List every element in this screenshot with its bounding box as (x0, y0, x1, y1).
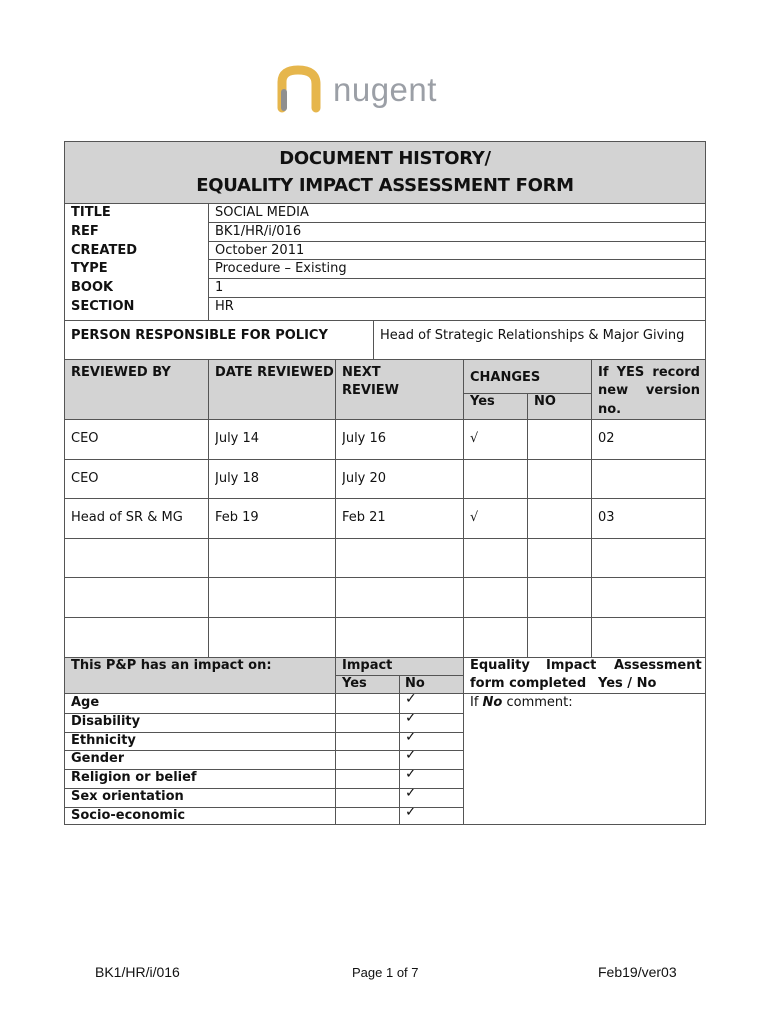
table-rule-v (335, 359, 336, 657)
eia-impact: Impact (546, 658, 597, 673)
check-icon: ✓ (405, 766, 417, 783)
form-title-line1: DOCUMENT HISTORY/ (279, 148, 491, 169)
review-reviewed-by: CEO (71, 431, 99, 446)
table-rule-h (65, 713, 463, 714)
eia-equality: Equality (470, 658, 530, 673)
detail-label: BOOK (71, 280, 114, 296)
table-rule-v (335, 657, 336, 825)
table-rule-h (65, 657, 705, 658)
review-version: 02 (598, 431, 615, 446)
eia-comment: If No comment: (470, 695, 573, 710)
review-changes-yes: √ (470, 431, 479, 446)
check-icon: ✓ (405, 785, 417, 801)
footer-page: Page 1 of 7 (352, 965, 419, 980)
impact-label: Impact (342, 658, 393, 673)
table-rule-h (65, 617, 705, 618)
impact-yes-header: Yes (342, 676, 367, 691)
eia-form-completed: form completed (470, 676, 587, 691)
review-reviewed-by: Head of SR & MG (71, 510, 183, 525)
review-next: July 16 (342, 431, 387, 446)
changes-yes-header: Yes (470, 394, 495, 409)
check-icon: ✓ (405, 747, 417, 764)
eia-yes-no: Yes / No (598, 676, 657, 691)
form-title-line2: EQUALITY IMPACT ASSESSMENT FORM (196, 175, 574, 196)
eia-assessment: Assessment (614, 658, 702, 673)
footer-ref: BK1/HR/i/016 (95, 964, 180, 980)
review-changes-yes: √ (470, 510, 479, 525)
review-date: July 14 (215, 431, 260, 446)
impact-heading: This P&P has an impact on: (71, 658, 272, 673)
changes-header: CHANGES (470, 370, 541, 385)
nugent-logo (276, 64, 446, 114)
impact-row-label: Age (71, 695, 100, 710)
detail-label: TITLE (71, 205, 111, 220)
table-rule-h (65, 807, 463, 808)
nugent-logo-mark-icon (276, 64, 326, 114)
table-rule-h (208, 222, 705, 223)
impact-row-label: Religion or belief (71, 770, 197, 786)
check-icon: ✓ (405, 709, 417, 726)
detail-value: HR (215, 299, 234, 314)
table-rule-v (208, 203, 209, 320)
detail-value: BK1/HR/i/016 (215, 223, 302, 239)
table-rule-v (373, 320, 374, 359)
table-rule-v (463, 657, 464, 825)
date-reviewed-header: DATE REVIEWED (215, 365, 334, 380)
table-rule-h (65, 732, 463, 733)
detail-value: October 2011 (215, 242, 305, 258)
impact-row-label: Gender (71, 751, 125, 767)
logo-text: nugent (333, 71, 437, 108)
next-review-header-1: NEXT (342, 365, 381, 380)
table-rule-v (208, 359, 209, 657)
record-version-header-2: new version (598, 383, 700, 398)
footer-version: Feb19/ver03 (598, 964, 677, 980)
detail-value: SOCIAL MEDIA (215, 205, 309, 220)
review-next: Feb 21 (342, 510, 386, 525)
table-rule-h (65, 750, 463, 751)
reviewed-by-header: REVIEWED BY (71, 365, 171, 380)
detail-value: 1 (215, 280, 224, 296)
changes-no-header: NO (534, 394, 556, 409)
table-rule-h (208, 297, 705, 298)
impact-row-label: Disability (71, 713, 141, 729)
table-rule-h (65, 788, 463, 789)
review-version: 03 (598, 510, 615, 525)
table-rule-h (208, 278, 705, 279)
detail-label: TYPE (71, 261, 108, 277)
check-icon: ✓ (405, 803, 417, 820)
table-rule-h (65, 577, 705, 578)
table-rule-v (399, 675, 400, 825)
table-rule-h (65, 203, 705, 204)
person-responsible-label: PERSON RESPONSIBLE FOR POLICY (71, 328, 328, 343)
review-date: July 18 (215, 471, 260, 486)
detail-value: Procedure – Existing (215, 261, 347, 277)
next-review-header-2: REVIEW (342, 383, 400, 398)
table-rule-h (65, 538, 705, 539)
table-rule-v (463, 359, 464, 657)
review-next: July 20 (342, 471, 387, 486)
review-date: Feb 19 (215, 510, 259, 525)
detail-label: SECTION (71, 299, 135, 314)
table-rule-h (65, 359, 705, 360)
impact-row-label: Ethnicity (71, 732, 136, 748)
person-responsible-value: Head of Strategic Relationships & Major Giving (380, 328, 685, 343)
table-rule-h (65, 419, 705, 420)
check-icon: ✓ (405, 728, 417, 745)
impact-row-label: Socio-economic (71, 807, 186, 823)
table-rule-h (208, 241, 705, 242)
table-rule-h (65, 693, 705, 694)
table-rule-v (591, 359, 592, 657)
detail-label: REF (71, 223, 99, 239)
table-rule-h (65, 320, 705, 321)
table-rule-v (527, 393, 528, 657)
table-rule-h (208, 259, 705, 260)
review-reviewed-by: CEO (71, 471, 99, 486)
table-rule-h (65, 498, 705, 499)
check-icon: ✓ (405, 691, 417, 707)
table-rule-h (65, 459, 705, 460)
record-version-header-3: no. (598, 402, 622, 417)
table-rule-h (65, 769, 463, 770)
document-history-form (64, 141, 706, 825)
detail-label: CREATED (71, 242, 138, 258)
impact-row-label: Sex orientation (71, 789, 184, 804)
record-version-header-1: If YES record (598, 365, 700, 380)
impact-no-header: No (405, 676, 425, 691)
